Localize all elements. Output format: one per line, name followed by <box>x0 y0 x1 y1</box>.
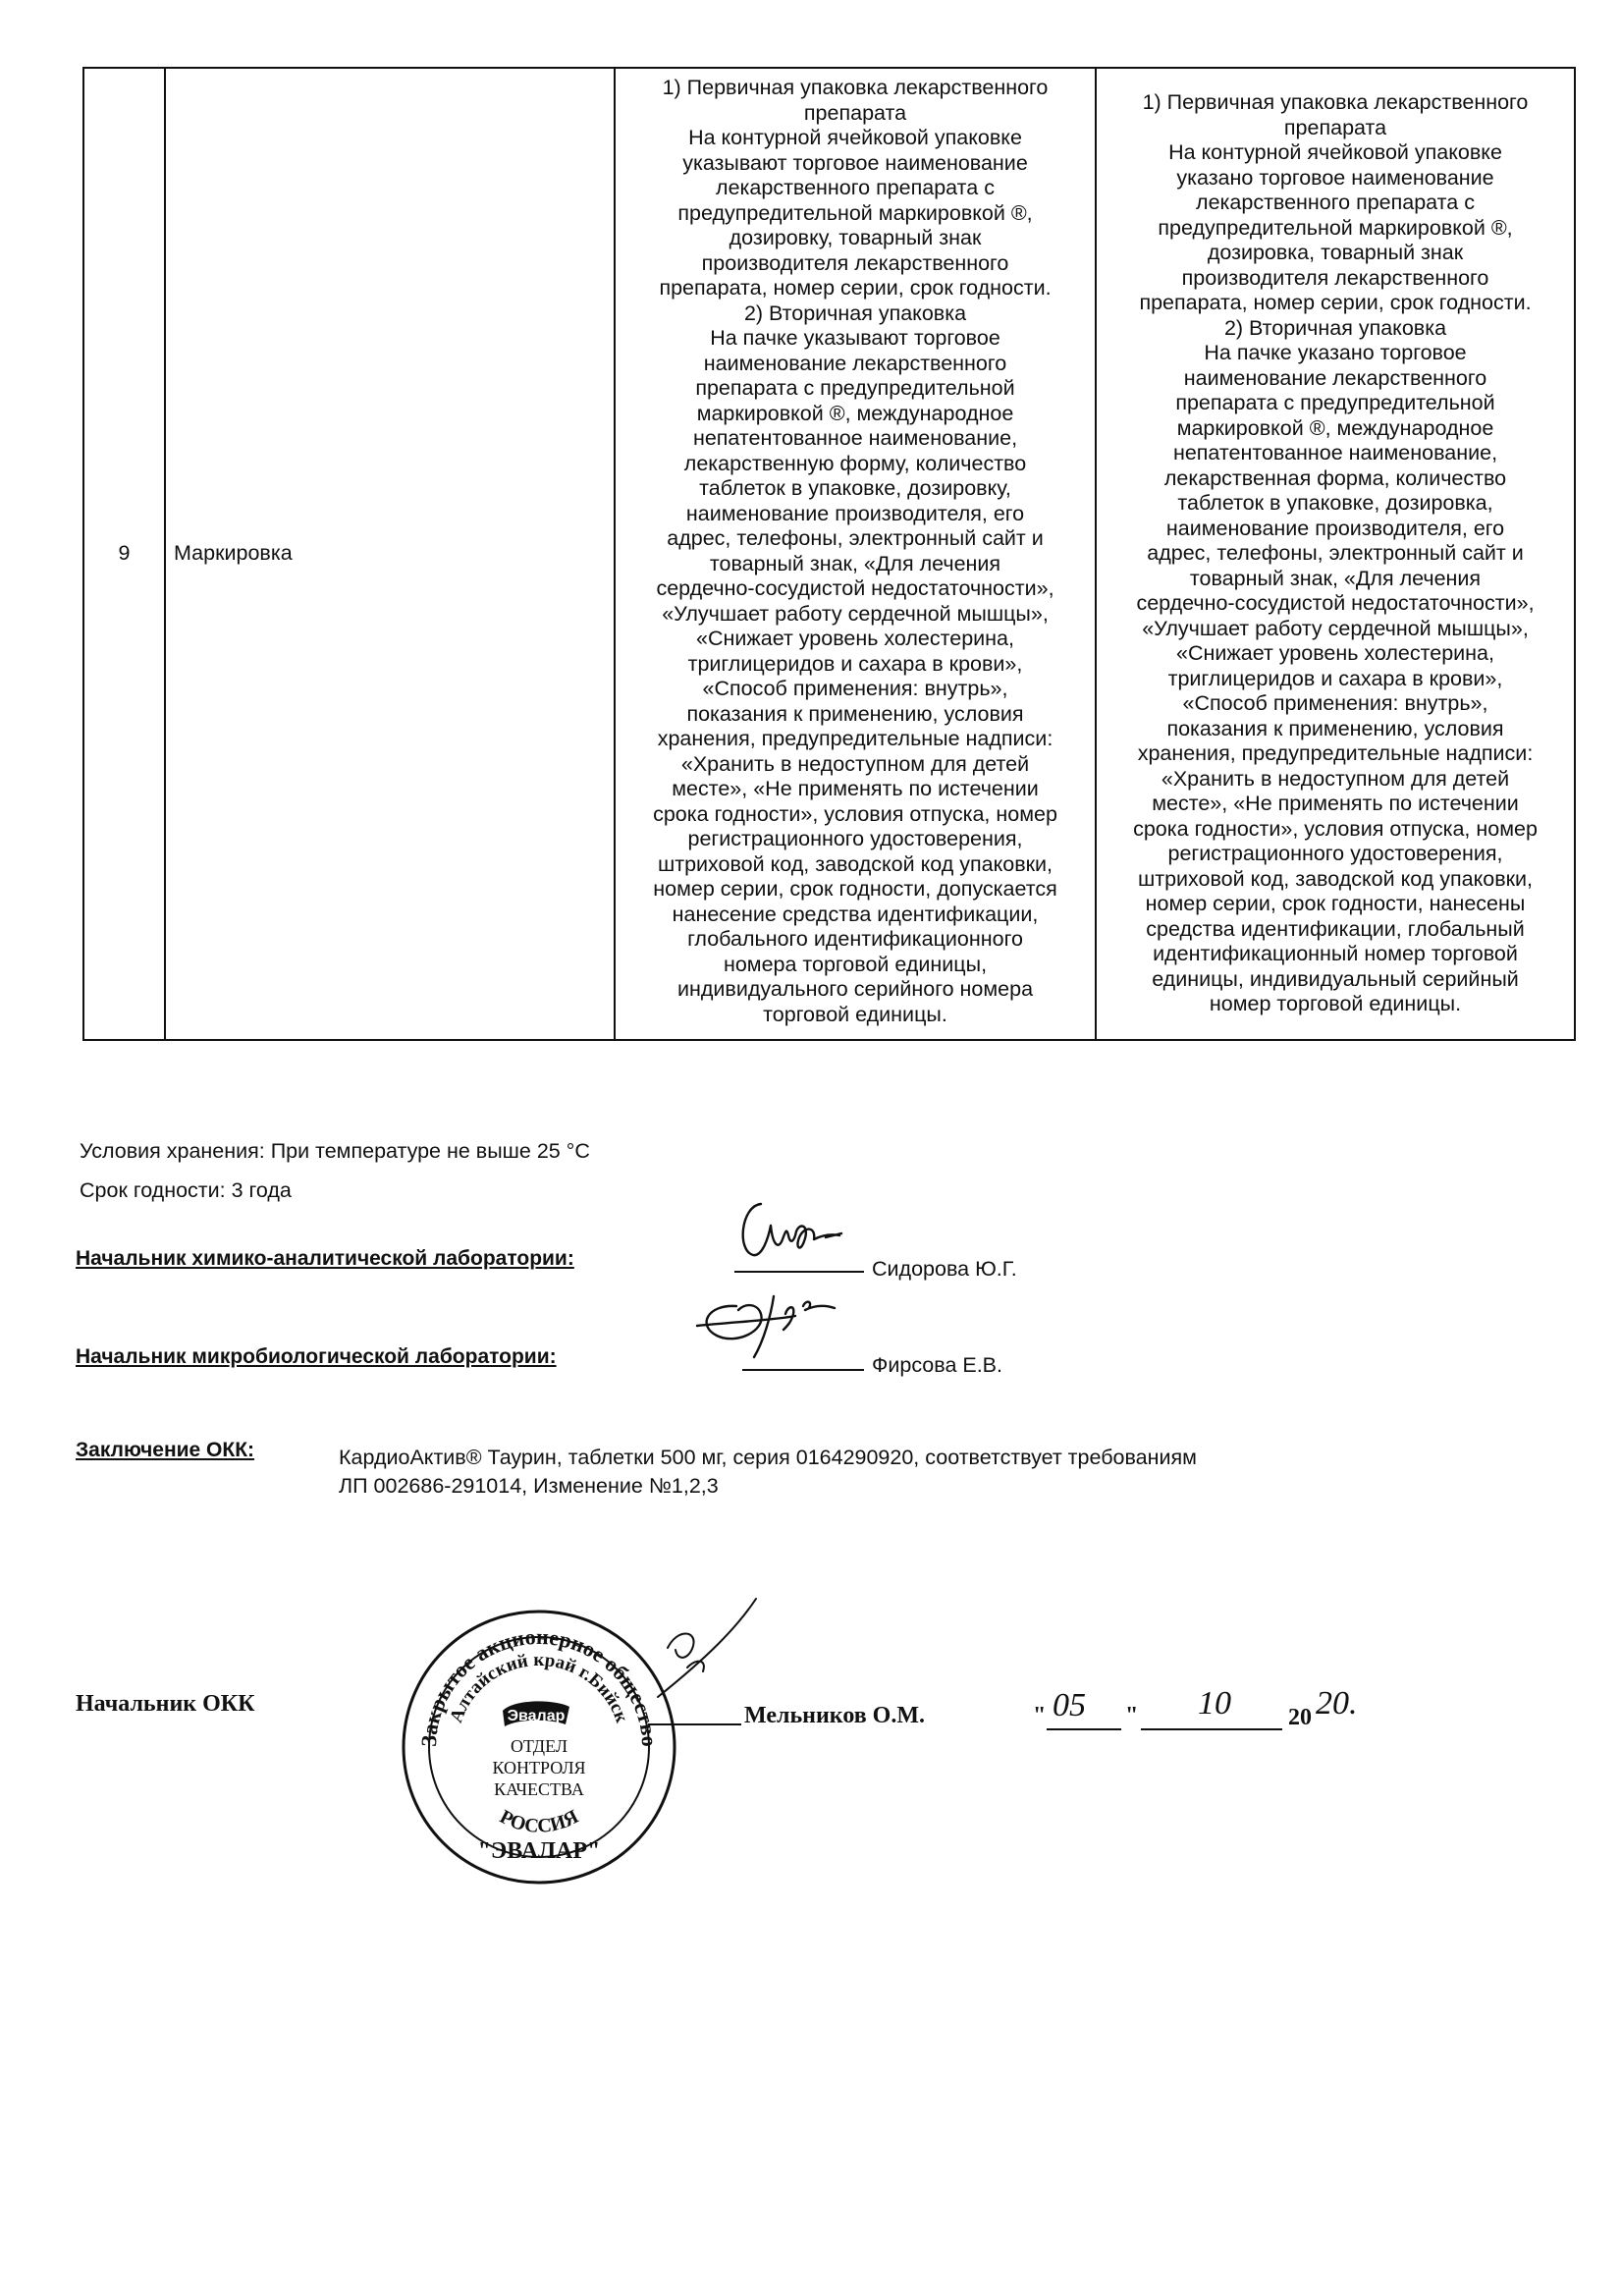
row-name: Маркировка <box>174 541 293 565</box>
requirement-line: сердечно-сосудистой недостаточности», <box>656 576 1054 601</box>
stamp-center-line-1: ОТДЕЛ <box>510 1736 568 1756</box>
result-line: регистрационного удостоверения, <box>1167 842 1503 865</box>
micro-lab-label: Начальник микробиологической лаборатории: <box>76 1345 557 1368</box>
result-line: товарный знак, «Для лечения <box>1189 566 1482 590</box>
result-line: показания к применению, условия <box>1166 716 1504 740</box>
stamp-center-line-2: КОНТРОЛЯ <box>492 1758 586 1777</box>
chem-lab-name: Сидорова Ю.Г. <box>872 1257 1017 1281</box>
result-line: триглицеридов и сахара в крови», <box>1167 666 1503 690</box>
requirement-line: «Способ применения: внутрь», <box>702 677 1008 701</box>
result-line: сердечно-сосудистой недостаточности», <box>1136 591 1535 615</box>
requirement-line: препарата <box>803 100 907 125</box>
requirement-line: указывают торговое наименование <box>682 150 1028 175</box>
stamp-outer-text: Закрытое акционерное общество <box>415 1623 663 1748</box>
conclusion-line-1: КардиоАктив® Таурин, таблетки 500 мг, серия 0164290920, соответствует требованиям <box>339 1446 1197 1469</box>
result-cell <box>1096 68 1575 1040</box>
result-line: 2) Вторичная упаковка <box>1223 315 1447 340</box>
stamp-bottom-text: РОССИЯ <box>496 1805 582 1837</box>
requirement-text <box>616 72 1095 1035</box>
chem-lab-label: Начальник химико-аналитической лаборатории: <box>76 1247 574 1270</box>
marking-table <box>82 67 1576 1041</box>
date-month-line <box>1141 1728 1282 1730</box>
svg-text:РОССИЯ <box>496 1806 582 1837</box>
result-line: идентификационный номер торговой <box>1153 942 1518 965</box>
result-line: препарата, номер серии, срок годности. <box>1139 291 1532 314</box>
stamp-logo-text: Эвалар <box>507 1708 566 1724</box>
requirement-line: торговой единицы. <box>763 1002 947 1026</box>
date-year-prefix: 20 <box>1288 1705 1312 1730</box>
result-line: «Снижает уровень холестерина, <box>1176 641 1494 665</box>
requirement-line: хранения, предупредительные надписи: <box>657 727 1054 751</box>
requirement-line: адрес, телефоны, электронный сайт и <box>667 526 1044 551</box>
result-line: хранения, предупредительные надписи: <box>1137 741 1534 765</box>
chem-lab-signature-line <box>734 1271 864 1273</box>
result-line: непатентованное наименование, <box>1172 441 1498 465</box>
row-number: 9 <box>118 541 131 565</box>
result-line: маркировкой ®, международное <box>1176 415 1494 440</box>
okk-head-label: Начальник ОКК <box>76 1691 255 1717</box>
shelf-life: Срок годности: 3 года <box>80 1178 292 1202</box>
requirement-line: показания к применению, условия <box>686 701 1024 726</box>
requirement-line: дозировку, товарный знак <box>729 226 982 250</box>
storage-conditions: Условия хранения: При температуре не выше 25 °С <box>80 1139 590 1163</box>
result-line: единицы, индивидуальный серийный <box>1152 966 1519 991</box>
stamp-center-line-3: КАЧЕСТВА <box>494 1779 584 1799</box>
requirement-line: регистрационного удостоверения, <box>687 827 1023 851</box>
result-line: штриховой код, заводской код упаковки, <box>1137 866 1534 891</box>
requirement-line: предупредительной маркировкой ®, <box>677 200 1033 225</box>
requirement-line: На пачке указывают торговое <box>710 326 1000 351</box>
date-day-line <box>1047 1728 1121 1730</box>
result-line: предупредительной маркировкой ®, <box>1158 215 1513 240</box>
requirement-line: нанесение средства идентификации, <box>672 902 1039 926</box>
requirement-line: препарата с предупредительной <box>695 376 1015 401</box>
quality-control-stamp <box>397 1605 681 1889</box>
requirement-line: маркировкой ®, международное <box>696 401 1014 425</box>
requirement-line: индивидуального серийного номера <box>676 977 1034 1002</box>
result-line: препарата с предупредительной <box>1175 391 1495 414</box>
result-line: «Способ применения: внутрь», <box>1182 691 1488 715</box>
result-line: срока годности», условия отпуска, номер <box>1133 816 1538 841</box>
requirement-line: 1) Первичная упаковка лекарственного <box>662 76 1049 100</box>
requirement-cell <box>615 68 1096 1040</box>
micro-lab-name: Фирсова Е.В. <box>872 1353 1002 1377</box>
requirement-line: На контурной ячейковой упаковке <box>688 126 1022 150</box>
result-line: таблеток в упаковке, дозировка, <box>1177 491 1493 515</box>
micro-lab-signature <box>677 1286 864 1365</box>
result-line: «Улучшает работу сердечной мышцы», <box>1142 616 1529 640</box>
result-line: лекарственного препарата с <box>1196 191 1475 214</box>
stamp-logo <box>503 1701 569 1726</box>
result-text <box>1097 69 1574 1039</box>
result-line: лекарственная форма, количество <box>1163 465 1507 490</box>
requirement-line: номер серии, срок годности, допускается <box>653 877 1057 902</box>
date-month: 10 <box>1198 1685 1231 1722</box>
result-line: адрес, телефоны, электронный сайт и <box>1147 541 1524 565</box>
requirement-line: препарата, номер серии, срок годности. <box>659 276 1052 301</box>
date-open-quote: " <box>1033 1703 1047 1728</box>
requirement-line: «Улучшает работу сердечной мышцы», <box>662 601 1049 626</box>
requirement-line: штриховой код, заводской код упаковки, <box>657 851 1054 876</box>
requirement-line: срока годности», условия отпуска, номер <box>653 801 1057 826</box>
requirement-line: непатентованное наименование, <box>692 426 1018 451</box>
requirement-line: глобального идентификационного <box>687 927 1023 952</box>
result-line: производителя лекарственного <box>1181 265 1489 290</box>
result-line: месте», «Не применять по истечении <box>1152 792 1519 815</box>
row-number-cell <box>83 68 165 1040</box>
stamp-bottom-text-2: "ЭВАЛАР" <box>477 1838 601 1864</box>
chem-lab-signature <box>731 1196 864 1270</box>
result-line: средства идентификации, глобальный <box>1146 916 1525 941</box>
okk-head-name: Мельников О.М. <box>744 1703 925 1728</box>
requirement-line: производителя лекарственного <box>701 250 1009 275</box>
conclusion-line-2: ЛП 002686-291014, Изменение №1,2,3 <box>339 1474 719 1498</box>
requirement-line: таблеток в упаковке, дозировку, <box>699 476 1011 501</box>
requirement-line: триглицеридов и сахара в крови», <box>687 651 1023 676</box>
result-line: На пачке указано торговое <box>1204 341 1467 364</box>
requirement-line: «Снижает уровень холестерина, <box>696 627 1014 651</box>
requirement-line: «Хранить в недоступном для детей <box>680 751 1030 776</box>
result-line: наименование лекарственного <box>1183 365 1487 390</box>
requirement-line: лекарственного препарата с <box>716 176 995 200</box>
date-day: 05 <box>1053 1687 1086 1723</box>
requirement-line: лекарственную форму, количество <box>683 451 1027 475</box>
result-line: 1) Первичная упаковка лекарственного <box>1142 90 1529 114</box>
conclusion-label: Заключение ОКК: <box>76 1439 255 1461</box>
date-year-suffix: 20. <box>1316 1685 1358 1722</box>
requirement-line: наименование лекарственного <box>703 351 1007 375</box>
requirement-line: наименование производителя, его <box>685 501 1025 525</box>
row-name-cell <box>165 68 615 1040</box>
result-line: «Хранить в недоступном для детей <box>1161 766 1510 791</box>
table-row <box>83 68 1575 1040</box>
result-line: наименование производителя, его <box>1165 516 1505 540</box>
result-line: номер торговой единицы. <box>1209 992 1462 1015</box>
micro-lab-signature-line <box>742 1369 864 1371</box>
requirement-line: месте», «Не применять по истечении <box>672 777 1039 801</box>
requirement-line: 2) Вторичная упаковка <box>743 301 967 325</box>
date-mid-quote: " <box>1125 1703 1139 1728</box>
result-line: дозировка, товарный знак <box>1207 241 1464 264</box>
requirement-line: товарный знак, «Для лечения <box>709 551 1001 575</box>
requirement-line: номера торговой единицы, <box>723 952 988 976</box>
result-line: препарата <box>1283 115 1387 139</box>
stamp-outer-text-2: Алтайский край г.Бийск <box>446 1650 632 1726</box>
result-line: номер серии, срок годности, нанесены <box>1145 892 1526 915</box>
result-line: указано торговое наименование <box>1176 165 1494 190</box>
result-line: На контурной ячейковой упаковке <box>1168 140 1502 164</box>
